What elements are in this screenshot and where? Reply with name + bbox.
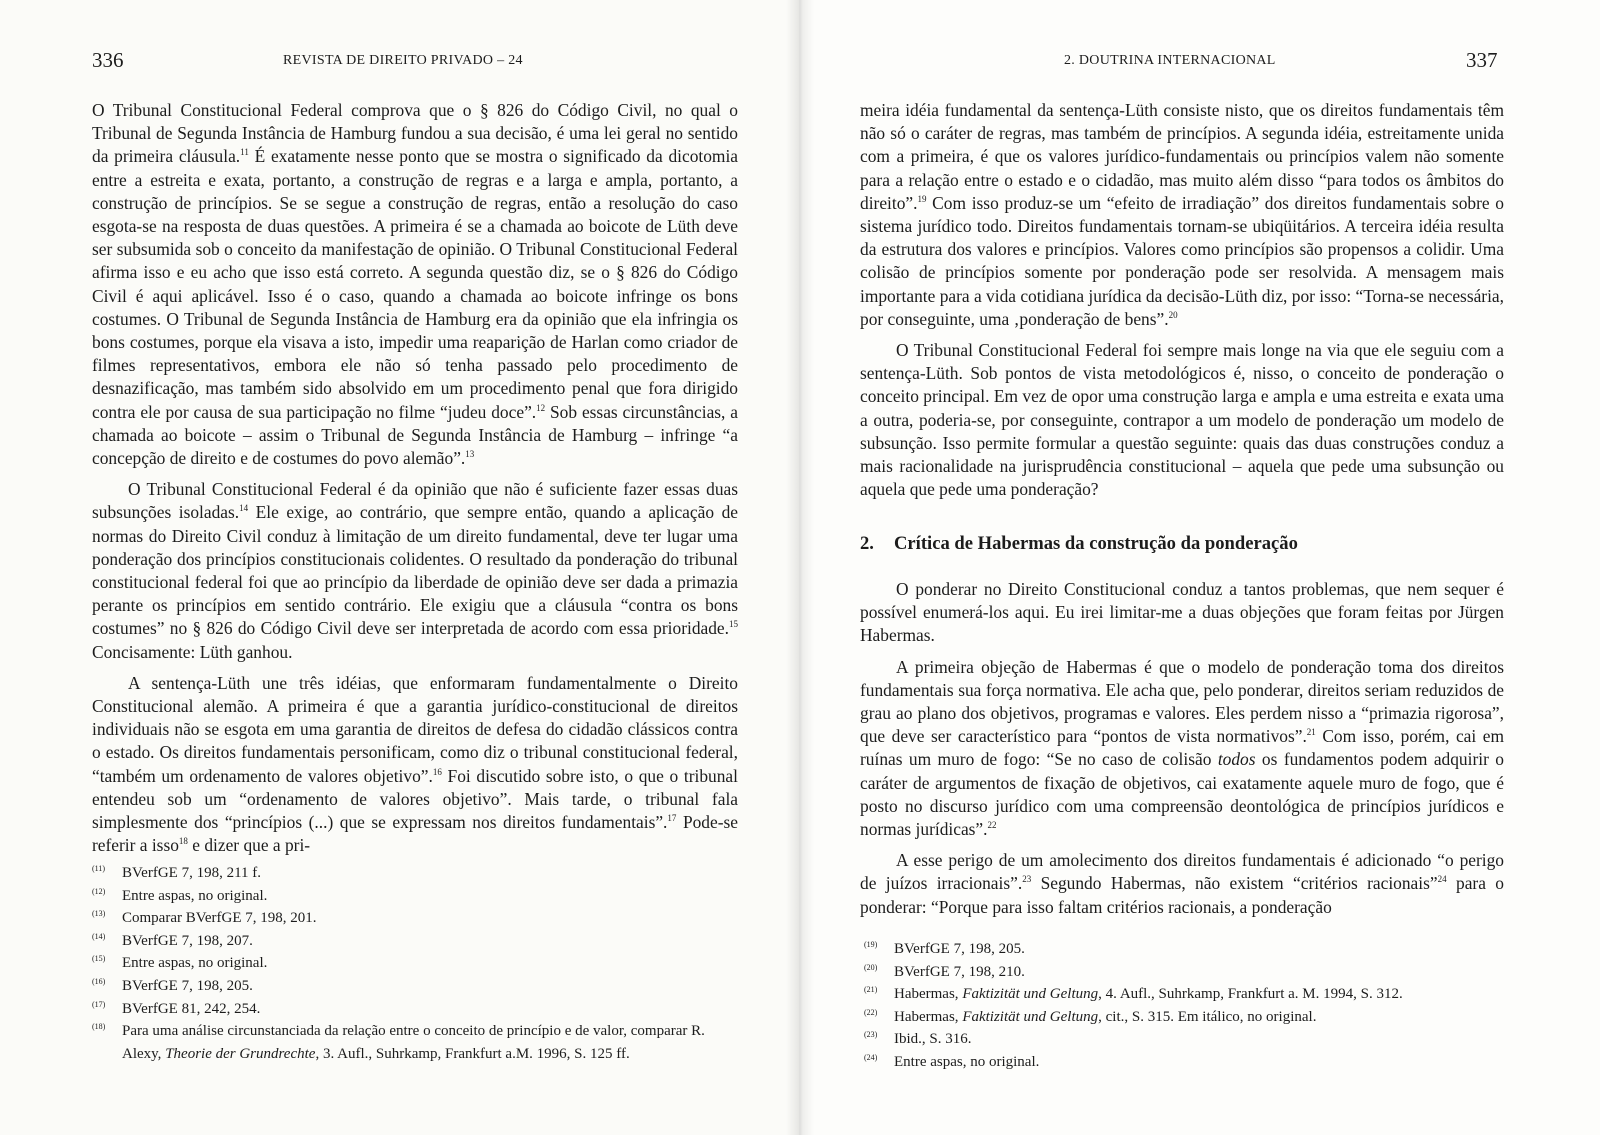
paragraph: O Tribunal Constitucional Federal foi sempre mais longe na via que ele seguiu com a sentença-Lüth. Sob pontos de vista metodológicos é, nisso, o conceito de ponderação o conceito principal. Em vez de opor uma construção larga e ampla e uma estreita e exata uma a outra, poderia-se, por conseguinte, contrapor a um modelo de ponderação um modelo de subsunção. Isso permite formular a questão seguinte: quais das duas construções conduz a mais racionalidade na jurisprudência constitucional – aquela que pede uma subsunção ou aquela que pede uma ponderação? — [860, 340, 1504, 500]
running-head: REVISTA DE DIREITO PRIVADO – 24 — [283, 53, 523, 68]
footnote: (17) BVerfGE 81, 242, 254. — [92, 999, 261, 1017]
paragraph: meira idéia fundamental da sentença-Lüth consiste nisto, que os direitos fundamentais têm não só o caráter de regras, mas também de princípios. A segunda idéia, estreitamente unida com a primeira, é que os valores jurídico-fundamentais ou princípios valem não somente para a relação entre o estado e o cidadão, mas muito além disso “para todos os âmbitos do direito”.$^{19}$ Com isso produz-se um “efeito de irradiação” dos direitos fundamentais sobre o sistema jurídico todo. Direitos fundamentais tornam-se ubiqüitários. A terceira idéia resulta da estrutura dos valores e princípios. Valores como princípios são propensos a colidir. Uma colisão de princípios somente por ponderação pode ser resolvida. A mensagem mais importante para a vida cotidiana jurídica da decisão-Lüth diz, por isso: “Torna-se necessária, por conseguinte, uma ‚ponderação de bens”.$^{20}$ — [860, 100, 1504, 329]
footnote: (11) BVerfGE 7, 198, 211 f. — [92, 864, 262, 881]
footnote: (19) BVerfGE 7, 198, 205. — [864, 940, 1025, 957]
footnote: (22) Habermas, Faktizität und Geltung, cit., S. 315. Em itálico, no original. — [864, 1007, 1317, 1025]
left-body — [92, 99, 738, 866]
right-body-bottom — [860, 578, 1504, 927]
footnote: (21) Habermas, Faktizität und Geltung, 4. Aufl., Suhrkamp, Frankfurt a. M. 1994, S. 312. — [864, 985, 1403, 1003]
book-gutter — [786, 0, 814, 1135]
footnote: (18) Para uma análise circunstanciada da relação entre o conceito de princípio e de valor, comparar R. Alexy, Theorie der Grundrechte, 3. Aufl., Suhrkamp, Frankfurt a.M. 1996, S. 125 ff. — [92, 1022, 705, 1062]
paragraph: A primeira objeção de Habermas é que o modelo de ponderação toma dos direitos fundamentais sua força normativa. Ele acha que, pelo ponderar, direitos seriam reduzidos de grau ao plano dos objetivos, programas e valores. Eles perdem nisso a “primazia rigorosa”, que deve ser característico para “pontos de vista normativos”.$^{21}$ Com isso, porém, cai em ruínas um muro de fogo: “Se no caso de colisão todos os fundamentos podem adquirir o caráter de argumentos de fixação de objetivos, cai exatamente aquele muro de fogo, que é posto no discurso jurídico com uma compreensão deontológica de princípios jurídicos e normas jurídicas”.$^{22}$ — [860, 656, 1505, 840]
footnotes — [864, 938, 1508, 1074]
footnote: (12) Entre aspas, no original. — [92, 886, 268, 904]
footnote: (23) Ibid., S. 316. — [864, 1030, 972, 1048]
section-title: 2. Crítica de Habermas da construção da ponderação — [860, 533, 1298, 554]
footnote: (14) BVerfGE 7, 198, 207. — [92, 931, 253, 949]
page-number: 337 — [1466, 48, 1498, 72]
paragraph: O ponderar no Direito Constitucional conduz a tantos problemas, que nem sequer é possível enumerá-los aqui. Eu irei limitar-me a duas objeções que foram feitas por Jürgen Habermas. — [860, 579, 1504, 646]
footnotes — [92, 862, 738, 1065]
paragraph: O Tribunal Constitucional Federal comprova que o § 826 do Código Civil, no qual o Tribunal de Segunda Instância de Hamburg fundou a sua decisão, é uma lei geral no sentido da primeira cláusula.$^{11}$ É exatamente nesse ponto que se mostra o significado da dicotomia entre a estreita e exata, portanto, a construção de regras e a larga e ampla, portanto, a construção de princípios. Se se segue a construção de regras, então a resolução do caso esgota-se na resposta de duas questões. A primeira é se a chamada ao boicote de Lüth deve ser subsumida sob o conceito da manifestação de opinião. O Tribunal Constitucional Federal afirma isso e eu acho que isso está correto. A segunda questão diz, se o § 826 do Código Civil é aqui aplicável. Isso é o caso, quando a chamada ao boicote infringe os bons costumes. O Tribunal de Segunda Instância de Hamburg era da opinião que ela infringia os bons costumes, porque ela visava a isto, impedir uma reaparição de Harlan como criador de filmes representativos, embora ele não só tenha passado pelo procedimento de desnazificação, mas também sido absolvido em um procedimento penal que fora dirigido contra ele por causa de sua participação no filme “judeu doce”.$^{12}$ Sob essas circunstâncias, a chamada ao boicote – assim o Tribunal de Segunda Instância de Hamburg – infringe “a concepção de direito e de costumes do povo alemão”.$^{13}$ — [92, 100, 739, 469]
footnote: (16) BVerfGE 7, 198, 205. — [92, 976, 253, 994]
footnote: (13) Comparar BVerfGE 7, 198, 201. — [92, 909, 317, 927]
footnote: (20) BVerfGE 7, 198, 210. — [864, 962, 1025, 980]
footnote: (15) Entre aspas, no original. — [92, 954, 268, 972]
right-body-top — [860, 99, 1504, 509]
paragraph: A sentença-Lüth une três idéias, que enformaram fundamentalmente o Direito Constitucional alemão. A primeira é que a garantia jurídico-constitucional de direitos individuais não se esgota em uma garantia de direitos de defesa do cidadão clássicos contra o estado. Os direitos fundamentais personificam, como diz o tribunal constitucional federal, “também um ordenamento de valores objetivo”.$^{16}$ Foi discutido sobre isto, o que o tribunal entendeu sob um “ordenamento de valores objetivo”. Mais tarde, o tribunal fala simplesmente dos “princípios (...) que se expressam nos direitos fundamentais”.$^{17}$ Pode-se referir a isso$^{18}$ e dizer que a pri- — [92, 672, 738, 856]
page-number: 336 — [92, 48, 124, 72]
paragraph: O Tribunal Constitucional Federal é da opinião que não é suficiente fazer essas duas subsunções isoladas.$^{14}$ Ele exige, ao contrário, que sempre então, quando a aplicação de normas do Direito Civil conduz à limitação de um direito fundamental, deve ter lugar uma ponderação dos princípios constitucionais colidentes. O resultado da ponderação do tribunal constitucional federal foi que ao princípio da liberdade de opinião deve ser dada a primazia perante os princípios em sentido contrário. Ele exigiu que a cláusula “contra os bons costumes” no § 826 do Código Civil deve ser interpretada de acordo com essa prioridade.$^{15}$ Concisamente: Lüth ganhou. — [92, 479, 738, 662]
right-page — [800, 0, 1600, 1135]
paragraph: A esse perigo de um amolecimento dos direitos fundamentais é adicionado “o perigo de juízos irracionais”.$^{23}$ Segundo Habermas, não existem “critérios racionais”$^{24}$ para o ponderar: “Porque para isso faltam critérios racionais, a ponderação — [860, 850, 1504, 917]
running-head: 2. DOUTRINA INTERNACIONAL — [1064, 53, 1276, 68]
footnote: (24) Entre aspas, no original. — [864, 1052, 1040, 1070]
